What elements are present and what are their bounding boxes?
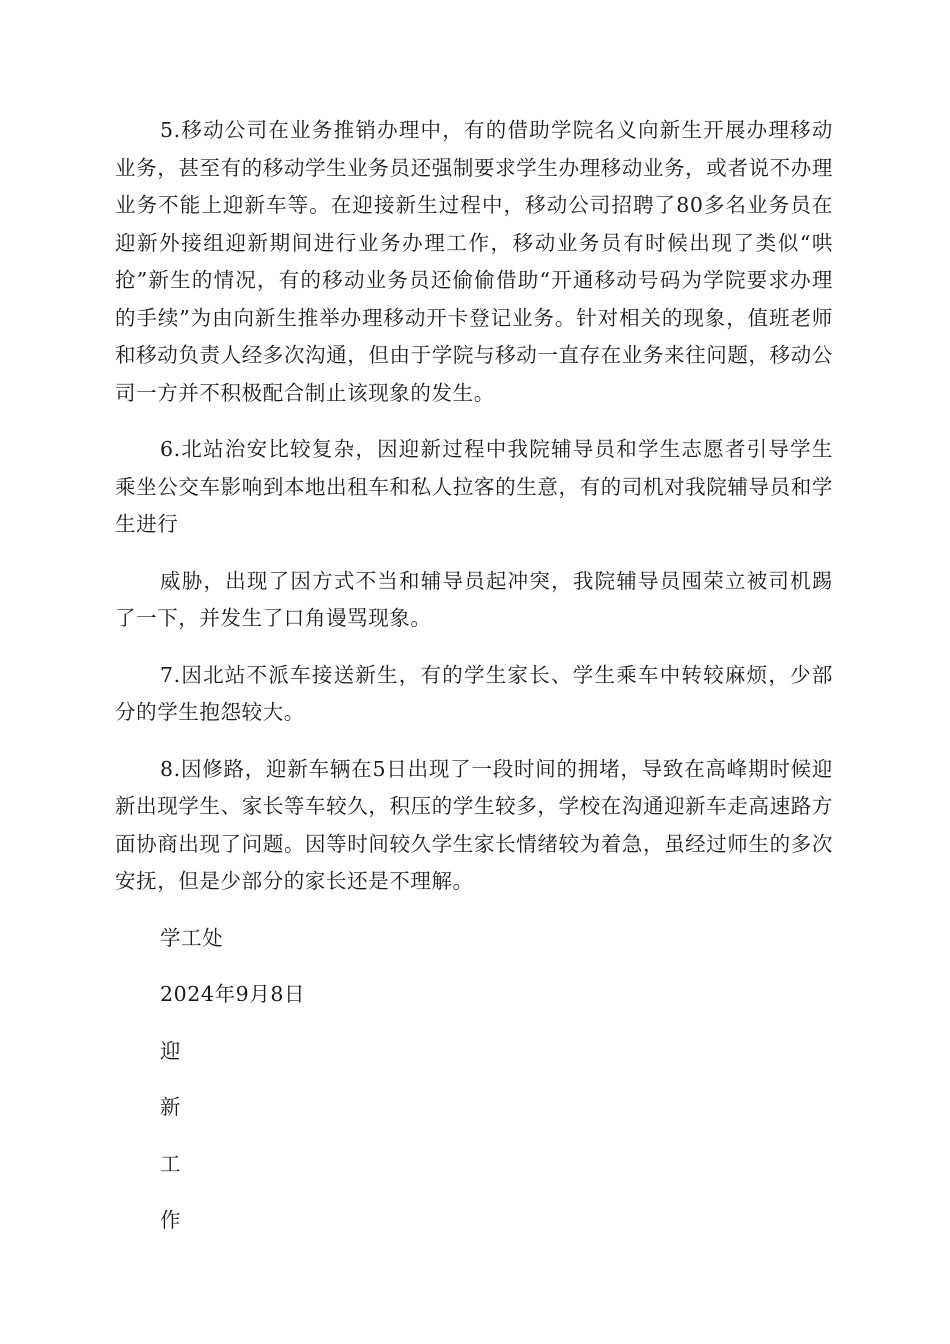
heading-char: 作 — [160, 1208, 182, 1232]
signature-department: 学工处 — [160, 925, 224, 950]
paragraph-item-8: 8.因修路，迎新车辆在5日出现了一段时间的拥堵，导致在高峰期时候迎新出现学生、家长等车较久，积压的学生较多，学校在沟通迎新车走高速路方面协商出现了问题。因等时间较久学生家长情绪较为着急，虽经过师生的多次安抚，但是少部分的家长还是不理解。 — [115, 756, 833, 893]
heading-char: 新 — [160, 1095, 182, 1119]
document-page — [115, 112, 833, 1259]
heading-char: 迎 — [160, 1038, 182, 1063]
signature-date: 2024年9月8日 — [160, 982, 306, 1006]
paragraph-item-5: 5.移动公司在业务推销办理中，有的借助学院名义向新生开展办理移动业务，甚至有的移动学生业务员还强制要求学生办理移动业务，或者说不办理业务不能上迎新车等。在迎接新生过程中，移动公司招聘了80多名业务员在迎新外接组迎新期间进行业务办理工作，移动业务员有时候出现了类似“哄抢”新生的情况，有的移动业务员还偷偷借助“开通移动号码为学院要求办理的手续”为由向新生推举办理移动开卡登记业务。针对相关的现象，值班老师和移动负责人经多次沟通，但由于学院与移动一直存在业务来往问题，移动公司一方并不积极配合制止该现象的发生。 — [115, 118, 833, 405]
paragraph-item-6: 6.北站治安比较复杂，因迎新过程中我院辅导员和学生志愿者引导学生乘坐公交车影响到本地出租车和私人拉客的生意，有的司机对我院辅导员和学生进行 — [115, 437, 833, 536]
heading-char: 工 — [160, 1151, 182, 1176]
paragraph-item-6-continued: 威胁，出现了因方式不当和辅导员起冲突，我院辅导员囤荣立被司机踢了一下，并发生了口角谩骂现象。 — [115, 568, 833, 630]
paragraph-item-7: 7.因北站不派车接送新生，有的学生家长、学生乘车中转较麻烦，少部分的学生抱怨较大。 — [115, 662, 833, 724]
